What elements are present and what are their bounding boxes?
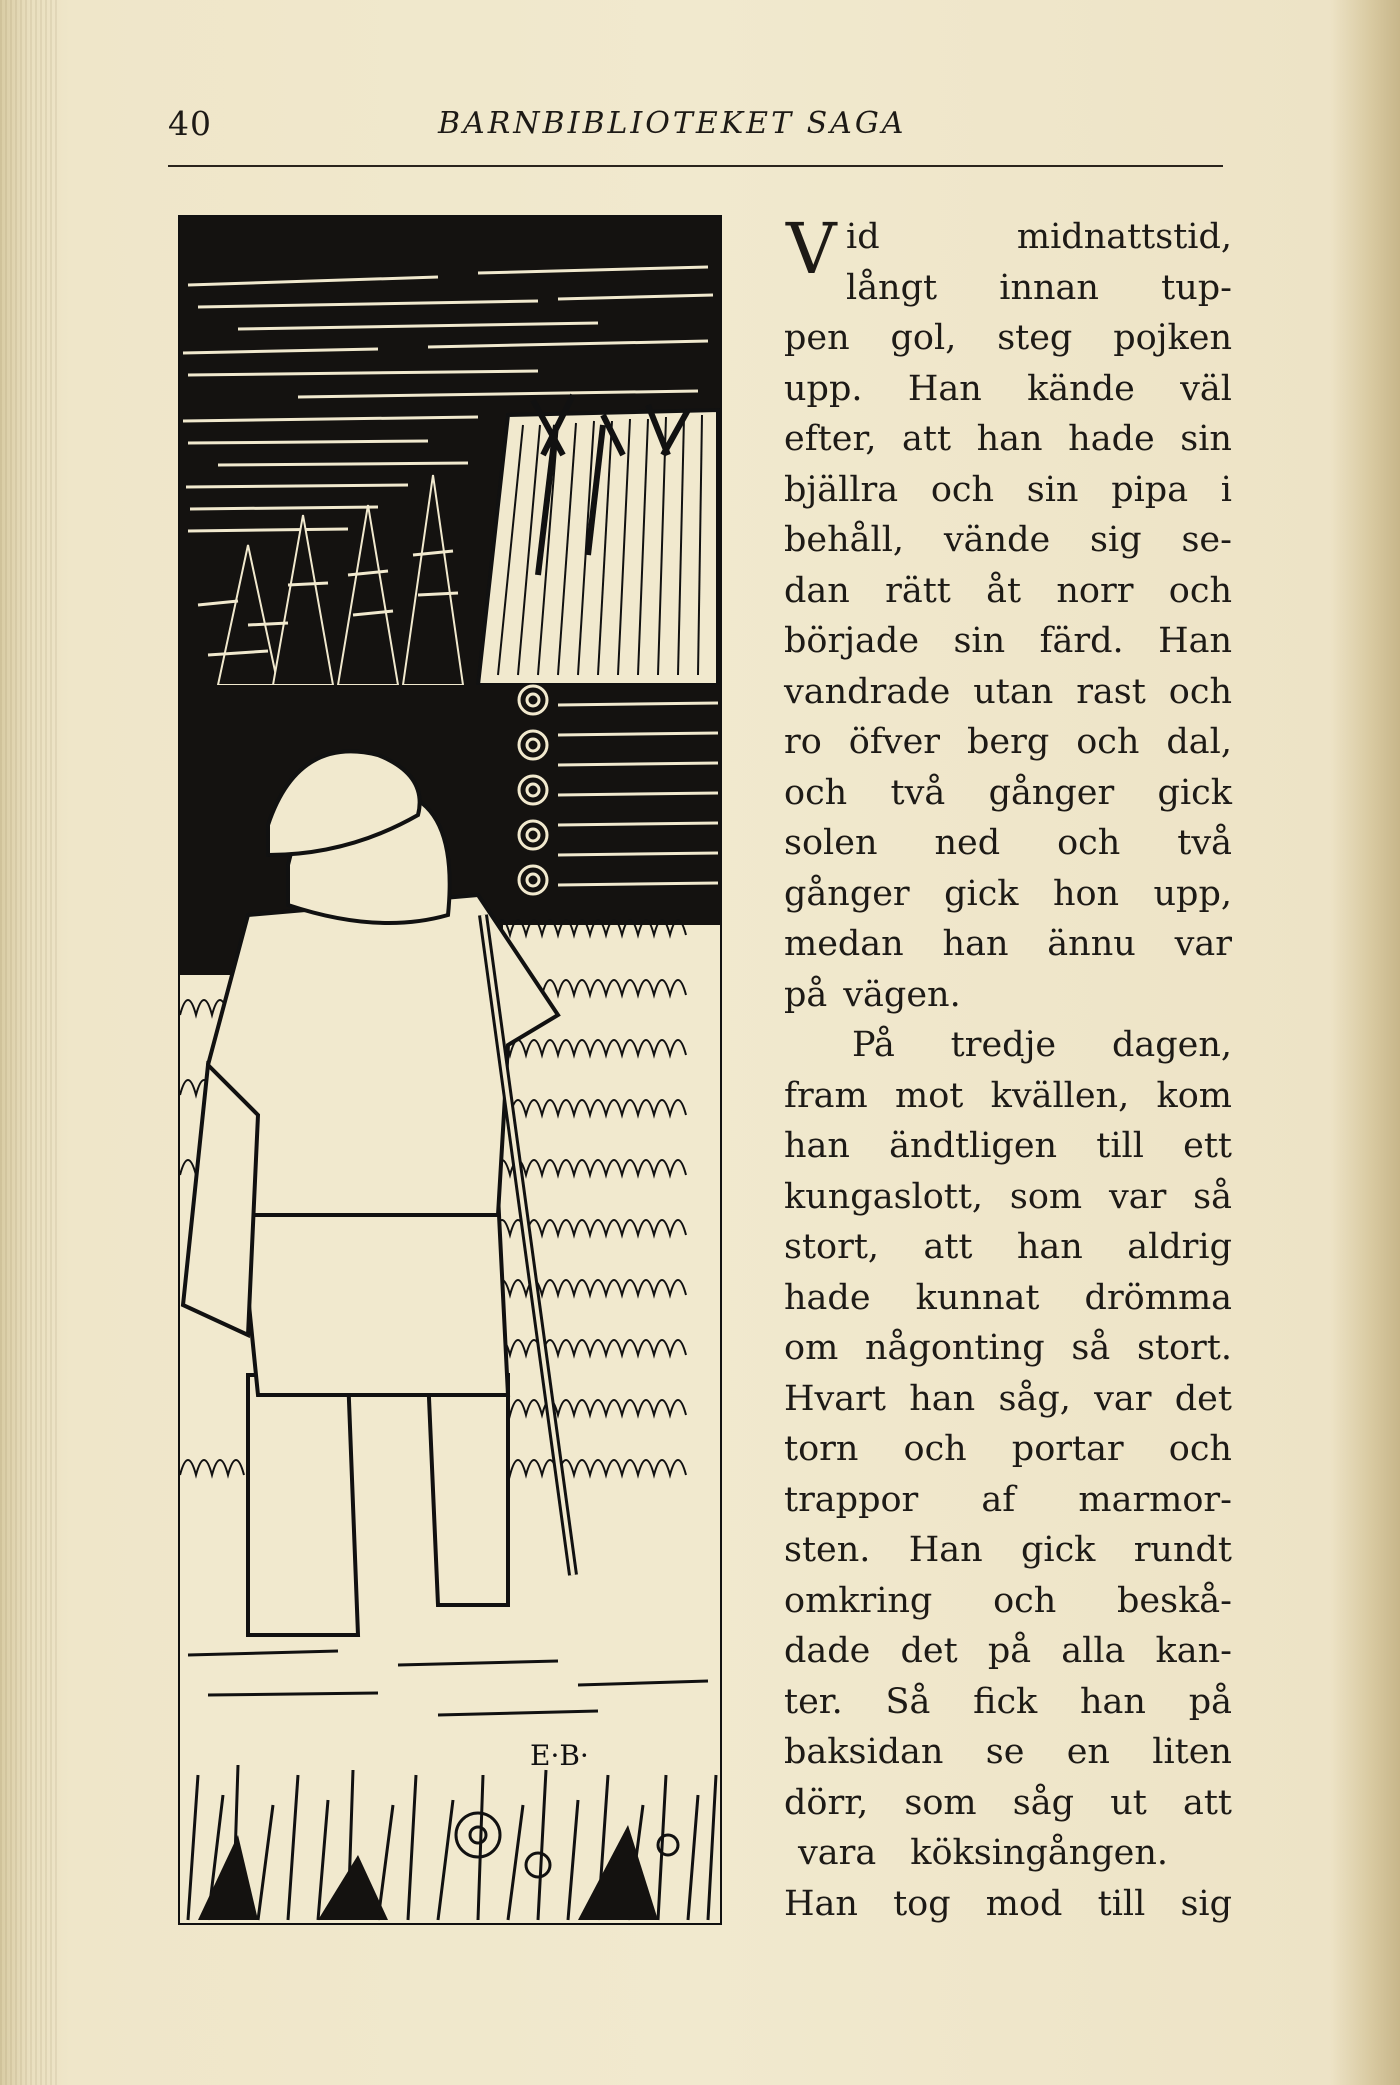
word: liten (1152, 1732, 1232, 1772)
text-line (784, 667, 1232, 718)
word: fram (784, 1075, 868, 1116)
word: Han (907, 368, 982, 409)
text-line (784, 1273, 1232, 1324)
word: se (985, 1732, 1025, 1772)
word: ett (1183, 1126, 1232, 1166)
word: Han (784, 1883, 858, 1924)
word: rast (1076, 671, 1146, 712)
text-line (784, 818, 1232, 869)
word: sig (1090, 520, 1142, 560)
word: sin (1180, 419, 1232, 459)
word: sig (1180, 1883, 1232, 1924)
word: och (1168, 570, 1232, 611)
word: Han (908, 1530, 983, 1570)
word: vara (798, 1833, 877, 1873)
word: se- (1181, 520, 1232, 560)
word: öfver (848, 722, 941, 762)
text-line (784, 263, 1232, 314)
text-line (784, 1727, 1232, 1778)
word: det (1174, 1378, 1232, 1419)
text-line (784, 1424, 1232, 1475)
word: innan (999, 267, 1099, 308)
word: ro (784, 722, 822, 762)
word: solen (784, 823, 878, 863)
text-line (784, 919, 1232, 970)
header-rule (168, 165, 1223, 167)
word: Han (1158, 621, 1232, 661)
text-line (784, 1172, 1232, 1223)
word: fick (973, 1681, 1038, 1722)
word: åt (986, 570, 1022, 611)
word: började (784, 621, 920, 661)
word: och (1168, 1429, 1232, 1469)
word: och (1168, 671, 1232, 712)
text-line (784, 1778, 1232, 1829)
word: kom (1156, 1075, 1232, 1116)
word: vandrade (784, 671, 951, 712)
word: På (852, 1025, 895, 1065)
book-title: BARNBIBLIOTEKET SAGA (438, 106, 907, 141)
word: till (1097, 1883, 1146, 1924)
word: en (1066, 1732, 1110, 1772)
word: gick (1157, 772, 1232, 813)
word: dagen, (1111, 1025, 1232, 1065)
word: sin (1026, 469, 1079, 510)
word: tup- (1161, 267, 1232, 308)
page-number: 40 (168, 104, 212, 143)
artist-signature: E·B· (530, 1739, 589, 1772)
word: hon (1052, 873, 1120, 914)
word: torn (784, 1429, 859, 1469)
woodcut-illustration (178, 215, 722, 1925)
word: sin (953, 621, 1006, 661)
word: två (1177, 823, 1232, 863)
word: medan (784, 924, 904, 964)
word: dade (784, 1631, 871, 1671)
text-line (784, 717, 1232, 768)
word: pen (784, 318, 850, 358)
word: och (993, 1580, 1057, 1621)
word: mod (985, 1883, 1063, 1924)
text-line (784, 414, 1232, 465)
word: han (1016, 1227, 1083, 1267)
word: Så (885, 1681, 931, 1722)
word: om (784, 1328, 839, 1368)
illustration-drawing (178, 215, 722, 1925)
text-line (784, 566, 1232, 617)
word: berg (966, 722, 1050, 762)
word: på (1188, 1681, 1232, 1722)
word: på (987, 1631, 1032, 1671)
word: som (1009, 1176, 1083, 1217)
word: stort. (1136, 1328, 1232, 1368)
word: och (1057, 823, 1121, 863)
word: af (981, 1479, 1016, 1520)
word: köksingången. (910, 1833, 1169, 1873)
word: rundt (1133, 1530, 1232, 1570)
word: ut (1110, 1782, 1147, 1823)
word: två (890, 772, 946, 813)
word: ter. (784, 1681, 843, 1722)
text-line (784, 1222, 1232, 1273)
word: dal, (1166, 722, 1232, 762)
word: och (784, 772, 848, 813)
word: efter, (784, 419, 877, 459)
word: omkring (784, 1580, 933, 1621)
word: sten. (784, 1530, 871, 1570)
word: dörr, (784, 1782, 869, 1823)
word: det (900, 1631, 958, 1671)
word: rätt (885, 570, 951, 611)
text-line (784, 1576, 1232, 1627)
word: var (1174, 924, 1232, 964)
word: alla (1061, 1631, 1126, 1671)
word: ned (934, 823, 1001, 863)
word: färd. (1039, 621, 1124, 661)
word: någonting (865, 1328, 1045, 1368)
word: gol, (890, 318, 957, 358)
page-edge (0, 0, 58, 2085)
text-line (784, 869, 1232, 920)
word: kan- (1155, 1631, 1232, 1671)
word: norr (1056, 570, 1134, 611)
word: steg (997, 318, 1073, 358)
word: pojken (1113, 318, 1232, 358)
word: hade (784, 1277, 871, 1318)
word: att (902, 419, 952, 459)
word: stort, (784, 1227, 880, 1267)
word: gick (944, 873, 1019, 914)
word: och (903, 1429, 967, 1469)
word: gånger (988, 772, 1115, 813)
text-line (784, 465, 1232, 516)
word: så (1193, 1176, 1232, 1217)
word: han (909, 1378, 976, 1419)
word: Hvart (784, 1378, 886, 1419)
word: marmor- (1078, 1479, 1232, 1520)
word: väl (1180, 368, 1232, 409)
text-line (784, 515, 1232, 566)
running-head (168, 104, 1223, 148)
word: till (1096, 1126, 1144, 1166)
word: vägen. (843, 974, 961, 1015)
word: portar (1011, 1429, 1124, 1469)
word: hade (1068, 419, 1155, 459)
text-line (784, 1475, 1232, 1526)
text-line (784, 970, 1232, 1021)
text-line (784, 1071, 1232, 1122)
text-line (784, 364, 1232, 415)
word: trappor (784, 1479, 919, 1520)
word: kände (1027, 368, 1135, 409)
word: var (1094, 1378, 1152, 1419)
word: vände (943, 520, 1051, 560)
word: såg (1012, 1782, 1075, 1823)
text-line (784, 313, 1232, 364)
word: tog (893, 1883, 951, 1924)
word: pipa (1111, 469, 1189, 510)
word: dan (784, 570, 850, 611)
word: midnattstid, (1016, 217, 1232, 257)
drop-cap: V (786, 208, 837, 290)
word: gick (1020, 1530, 1096, 1570)
word: ännu (1047, 924, 1136, 964)
word: han (976, 419, 1043, 459)
text-line (784, 1374, 1232, 1425)
word: behåll, (784, 520, 905, 560)
text-line (784, 768, 1232, 819)
word: han (1080, 1681, 1146, 1722)
word: var (1108, 1176, 1167, 1217)
text-line (784, 1828, 1232, 1879)
word: aldrig (1127, 1227, 1232, 1267)
word: drömma (1084, 1277, 1232, 1318)
text-line (784, 616, 1232, 667)
text-line (784, 1525, 1232, 1576)
word: tredje (950, 1025, 1057, 1065)
word: gånger (784, 873, 910, 914)
word: i (1220, 469, 1232, 510)
word: han (784, 1126, 850, 1166)
word: kvällen, (990, 1075, 1130, 1116)
text-line (784, 1020, 1232, 1071)
word: att (923, 1227, 973, 1267)
word: på (784, 974, 828, 1015)
text-line (784, 1323, 1232, 1374)
word: såg, (998, 1378, 1071, 1419)
word: ändtligen (889, 1126, 1058, 1166)
word: kungaslott, (784, 1176, 984, 1217)
word: baksidan (784, 1732, 944, 1772)
word: att (1182, 1782, 1232, 1823)
word: han (942, 924, 1009, 964)
word: och (1076, 722, 1140, 762)
word: långt (846, 267, 938, 308)
word: så (1071, 1328, 1111, 1368)
word: utan (973, 671, 1054, 712)
story-text-column (784, 208, 1232, 1929)
word: som (904, 1782, 977, 1823)
word: upp, (1153, 873, 1232, 914)
text-line (784, 1677, 1232, 1728)
word: kunnat (915, 1277, 1040, 1318)
word: upp. (784, 368, 863, 409)
word: bjällra (784, 469, 899, 510)
text-line (784, 1626, 1232, 1677)
word: mot (895, 1075, 964, 1116)
word: och (930, 469, 995, 510)
word: beskå- (1117, 1580, 1232, 1621)
word: id (846, 217, 880, 257)
text-line (784, 1879, 1232, 1930)
text-line (784, 1121, 1232, 1172)
